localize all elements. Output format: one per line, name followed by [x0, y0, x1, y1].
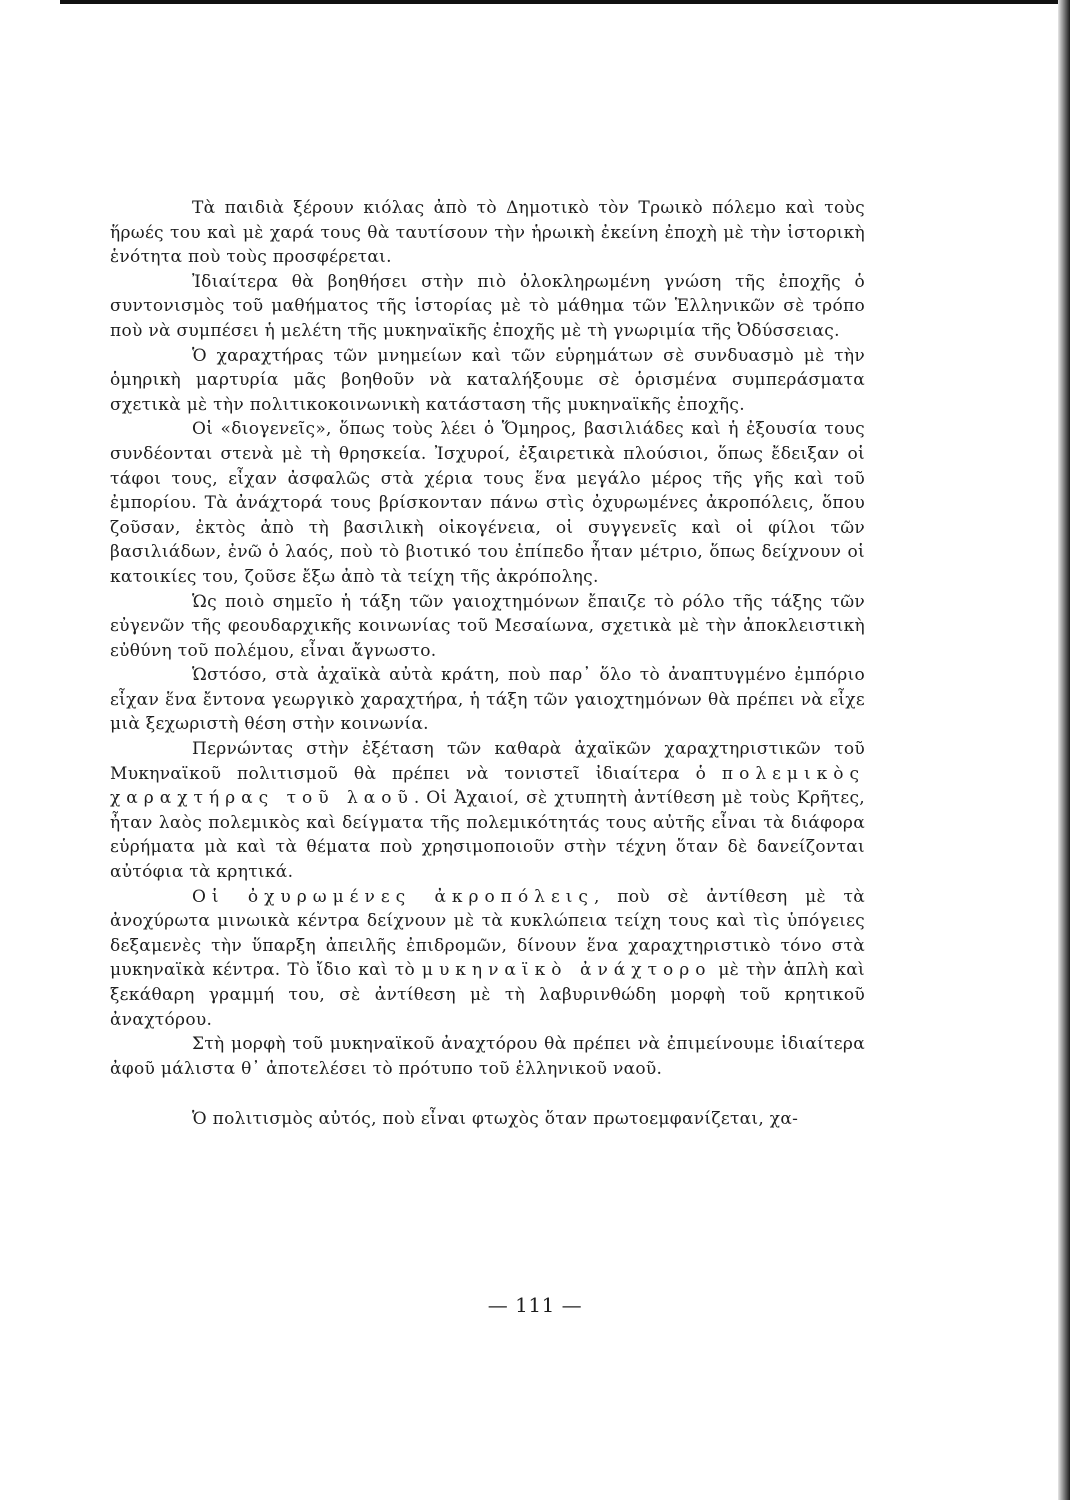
paragraph-3: Ὁ χαραχτήρας τῶν μνημείων καὶ τῶν εὑρημάτων σὲ συνδυασμὸ μὲ τὴν ὁμηρικὴ μαρτυρία μᾶς βοηθοῦν νὰ καταλήξουμε σὲ ὁρισμένα συμπεράσματα σχετικὰ μὲ τὴν πολιτικοκοινωνικὴ κατάσταση τῆς μυκηναϊκῆς ἐποχῆς.: [110, 345, 865, 415]
paragraph-9: Στὴ μορφὴ τοῦ μυκηναϊκοῦ ἀναχτόρου θὰ πρέπει νὰ ἐπιμείνουμε ἰδιαίτερα ἀφοῦ μάλιστα θ᾽ ἀποτελέσει τὸ πρότυπο τοῦ ἑλληνικοῦ ναοῦ.: [110, 1034, 865, 1079]
paragraph-8-text-b: μὲ τὴν ἁπλὴ καὶ ξεκάθαρη γραμμή του, σὲ ἀντίθεση μὲ τὴ λαβυρινθώδη μορφὴ τοῦ κρητικοῦ ἀναχτόρου.: [110, 960, 865, 1030]
paragraph-8-text-a: , ποὺ σὲ ἀντίθεση μὲ τὰ ἀνοχύρωτα μινωικὰ κέντρα δείχνουν μὲ τὰ κυκλώπεια τείχη τους καὶ τὶς ὑπόγειες δεξαμενὲς τὴν ὕπαρξη ἀπειλῆς ἐπιδρομῶν, δίνουν ἕνα χαραχτηριστικὸ τόνο στὰ μυκηναϊκὰ κέντρα. Τὸ ἴδιο καὶ τὸ: [110, 886, 865, 981]
paragraph-10: Ὁ πολιτισμὸς αὐτός, ποὺ εἶναι φτωχὸς ὅταν πρωτοεμφανίζεται, χα-: [192, 1109, 799, 1130]
paragraph-1: Τὰ παιδιὰ ξέρουν κιόλας ἀπὸ τὸ Δημοτικὸ τὸν Τρωικὸ πόλεμο καὶ τοὺς ἥρωές του καὶ μὲ χαρά τους θὰ ταυτίσουν τὴν ἡρωικὴ ἐκείνη ἐποχὴ μὲ τὴν ἱστορικὴ ἑνότητα ποὺ τοὺς προσφέρεται.: [110, 198, 865, 268]
paragraph-8-spaced-emphasis-a: Οἱ ὀχυρωμένες ἀκροπόλεις: [192, 886, 594, 907]
scan-edge-right: [1058, 0, 1070, 1500]
paragraph-7-text-a: Περνώντας στὴν ἐξέταση τῶν καθαρὰ ἀχαϊκῶν χαραχτηριστικῶν τοῦ Μυκηναϊκοῦ πολιτισμοῦ θὰ πρέπει νὰ τονιστεῖ ἰδιαίτερα ὁ: [110, 739, 865, 784]
paragraph-4: Οἱ «διογενεῖς», ὅπως τοὺς λέει ὁ Ὅμηρος, βασιλιάδες καὶ ἡ ἐξουσία τους συνδέονται στενὰ μὲ τὴ θρησκεία. Ἰσχυροί, ἐξαιρετικὰ πλούσιοι, ὅπως ἔδειξαν οἱ τάφοι τους, εἶχαν ἀσφαλῶς στὰ χέρια τους ἕνα μεγάλο μέρος τῆς γῆς καὶ τοῦ ἐμπορίου. Τὰ ἀνάχτορά τους βρίσκονταν πάνω στὶς ὀχυρωμένες ἀκροπόλεις, ὅπου ζοῦσαν, ἐκτὸς ἀπὸ τὴ βασιλικὴ οἰκογένεια, οἱ συγγενεῖς καὶ οἱ φίλοι τῶν βασιλιάδων, ἐνῶ ὁ λαός, ποὺ τὸ βιοτικό του ἐπίπεδο ἦταν μέτριο, ὅπως δείχνουν οἱ κατοικίες του, ζοῦσε ἔξω ἀπὸ τὰ τείχη τῆς ἀκρόπολης.: [110, 419, 865, 587]
paragraph-6: Ὡστόσο, στὰ ἀχαϊκὰ αὐτὰ κράτη, ποὺ παρ᾽ ὅλο τὸ ἀναπτυγμένο ἐμπόριο εἶχαν ἕνα ἔντονα γεωργικὸ χαραχτήρα, ἡ τάξη τῶν γαιοχτημόνων θὰ πρέπει νὰ εἶχε μιὰ ξεχωριστὴ θέση στὴν κοινωνία.: [110, 665, 865, 735]
paragraph-7-spaced-emphasis: πολεμικὸς χαραχτήρας τοῦ λαοῦ: [110, 763, 865, 809]
paragraph-8: [110, 885, 865, 1033]
paragraph-2: Ἰδιαίτερα θὰ βοηθήσει στὴν πιὸ ὁλοκληρωμένη γνώση τῆς ἐποχῆς ὁ συντονισμὸς τοῦ μαθήματος τῆς ἱστορίας μὲ τὸ μάθημα τῶν Ἑλληνικῶν σὲ τρόπο ποὺ νὰ συμπέσει ἡ μελέτη τῆς μυκηναϊκῆς ἐποχῆς μὲ τὴ γνωριμία τῆς Ὀδύσσειας.: [110, 271, 865, 341]
paragraph-7: [110, 737, 865, 885]
paragraph-8-spaced-emphasis-b: μυκηναϊκὸ ἀνάχτορο: [421, 960, 712, 981]
paragraph-7-text-b: . Οἱ Ἀχαιοί, σὲ χτυπητὴ ἀντίθεση μὲ τοὺς Κρῆτες, ἦταν λαὸς πολεμικὸς καὶ δείγματα τῆς πολεμικότητάς τους αὐτῆς εἶναι τὰ διάφορα εὑρήματα μὰ καὶ τὰ θέματα ποὺ χρησιμοποιοῦν στὴν τέχνη ὅταν δὲ δανείζονται αὐτόφια τὰ κρητικά.: [110, 788, 865, 883]
page-body: [110, 196, 865, 1132]
scan-edge-top: [60, 0, 1070, 4]
paragraph-gap: [110, 1081, 865, 1107]
paragraph-5: Ὡς ποιὸ σημεῖο ἡ τάξη τῶν γαιοχτημόνων ἔπαιζε τὸ ρόλο τῆς τάξης τῶν εὐγενῶν τῆς φεουδαρχικῆς κοινωνίας τοῦ Μεσαίωνα, σχετικὰ μὲ τὴν ἀποκλειστικὴ εὐθύνη τοῦ πολέμου, εἶναι ἄγνωστο.: [110, 591, 865, 661]
page-number: — 111 —: [487, 1293, 583, 1317]
